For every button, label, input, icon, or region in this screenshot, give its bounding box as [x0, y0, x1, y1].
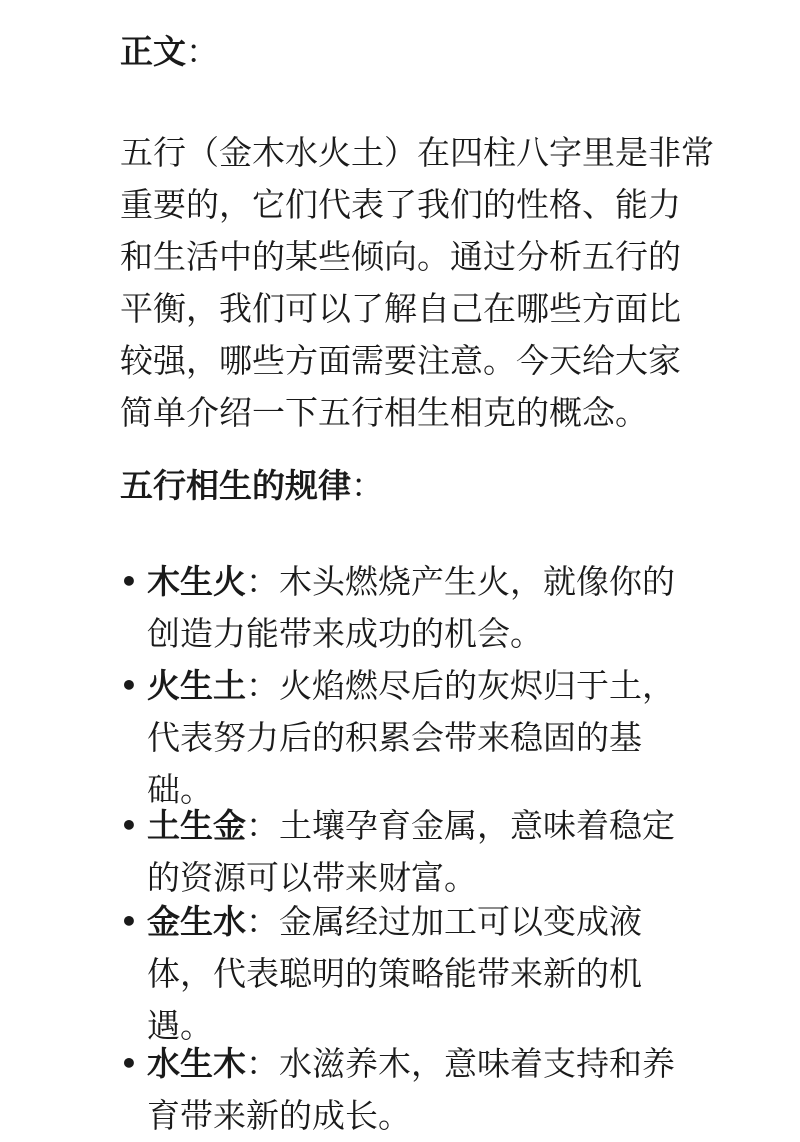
intro-line: 和生活中的某些倾向。通过分析五行的 — [120, 237, 681, 276]
rules-heading — [120, 466, 384, 506]
rule-continuation: 体，代表聪明的策略能带来新的机 — [147, 954, 642, 993]
rules-heading-text: 五行相生的规律 — [120, 466, 351, 505]
rule-first-line — [147, 556, 675, 608]
rule-term: 水生木 — [147, 1044, 246, 1083]
bullet-icon: • — [120, 565, 138, 598]
rule-text — [147, 800, 675, 904]
rule-term: 木生火 — [147, 562, 246, 601]
bullet-icon: • — [120, 669, 138, 702]
rules-heading-colon: ： — [351, 466, 384, 505]
rule-description: 火焰燃尽后的灰烬归于土， — [279, 666, 675, 705]
intro-paragraph — [120, 127, 760, 439]
rule-separator: ： — [246, 902, 279, 941]
bullet-icon: • — [120, 905, 138, 938]
rule-description: 水滋养木，意味着支持和养 — [279, 1044, 675, 1083]
section-title-text: 正文 — [120, 32, 186, 71]
rule-separator: ： — [246, 1044, 279, 1083]
rule-separator: ： — [246, 562, 279, 601]
rule-text — [147, 896, 642, 1052]
rule-text — [147, 1038, 675, 1142]
intro-line: 五行（金木水火土）在四柱八字里是非常 — [120, 133, 714, 172]
rule-first-line — [147, 1038, 675, 1090]
rule-first-line — [147, 896, 642, 948]
rule-continuation: 育带来新的成长。 — [147, 1096, 411, 1135]
rule-separator: ： — [246, 666, 279, 705]
rule-first-line — [147, 660, 675, 712]
rule-text — [147, 556, 675, 660]
intro-line: 简单介绍一下五行相生相克的概念。 — [120, 393, 648, 432]
rule-term: 土生金 — [147, 806, 246, 845]
rule-continuation: 的资源可以带来财富。 — [147, 858, 477, 897]
rule-description: 木头燃烧产生火，就像你的 — [279, 562, 675, 601]
rule-text — [147, 660, 675, 816]
rule-description: 金属经过加工可以变成液 — [279, 902, 642, 941]
intro-line: 平衡，我们可以了解自己在哪些方面比 — [120, 289, 681, 328]
rule-term: 火生土 — [147, 666, 246, 705]
rule-continuation: 础。 — [147, 770, 213, 809]
rule-separator: ： — [246, 806, 279, 845]
rule-continuation: 创造力能带来成功的机会。 — [147, 614, 543, 653]
section-title-colon: ： — [186, 32, 219, 71]
bullet-icon: • — [120, 1047, 138, 1080]
section-title — [120, 32, 219, 72]
intro-line: 较强，哪些方面需要注意。今天给大家 — [120, 341, 681, 380]
rule-description: 土壤孕育金属，意味着稳定 — [279, 806, 675, 845]
rule-first-line — [147, 800, 675, 852]
rule-continuation: 遇。 — [147, 1006, 213, 1045]
rule-continuation: 代表努力后的积累会带来稳固的基 — [147, 718, 642, 757]
rule-term: 金生水 — [147, 902, 246, 941]
intro-line: 重要的，它们代表了我们的性格、能力 — [120, 185, 681, 224]
bullet-icon: • — [120, 809, 138, 842]
